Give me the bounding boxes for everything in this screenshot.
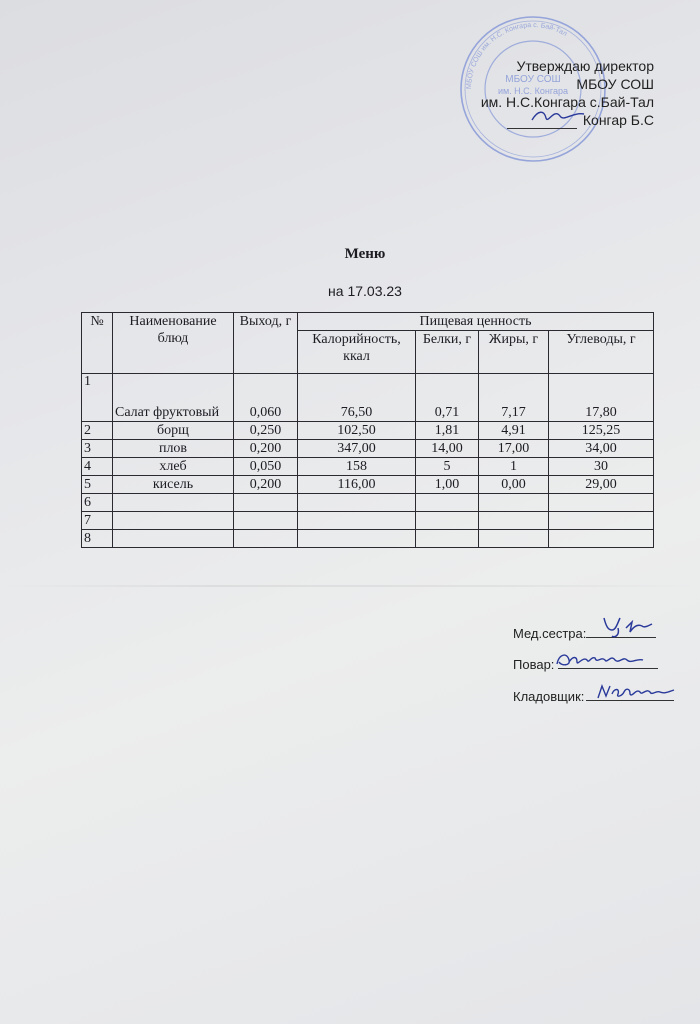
cell-name: борщ — [113, 422, 234, 440]
col-header-carbs: Углеводы, г — [549, 331, 654, 374]
nurse-signature — [598, 614, 654, 640]
cell-protein: 1,81 — [416, 422, 479, 440]
cell-carbs — [549, 512, 654, 530]
cell-protein: 1,00 — [416, 476, 479, 494]
table-row — [82, 440, 654, 458]
col-header-calories: Калорийность, ккал — [298, 331, 416, 374]
cell-yield — [234, 530, 298, 548]
col-header-name: Наименование блюд — [113, 313, 234, 374]
document-title: Меню — [344, 246, 386, 262]
cell-protein — [416, 512, 479, 530]
cell-fat — [479, 530, 549, 548]
nurse-label: Мед.сестра: — [513, 626, 587, 641]
cell-carbs — [549, 530, 654, 548]
director-name: Конгар Б.С — [582, 112, 654, 128]
cell-num: 6 — [82, 494, 113, 512]
cell-yield — [234, 494, 298, 512]
cell-num: 3 — [82, 440, 113, 458]
cook-signature — [553, 648, 653, 670]
approval-line-1: Утверждаю директор — [516, 58, 654, 74]
col-header-fat: Жиры, г — [479, 331, 549, 374]
cell-name — [113, 494, 234, 512]
paper-fold — [0, 585, 700, 587]
table-row — [82, 422, 654, 440]
table-row — [82, 458, 654, 476]
col-header-group: Пищевая ценность — [298, 313, 654, 331]
cell-kcal: 347,00 — [298, 440, 416, 458]
cell-num: 8 — [82, 530, 113, 548]
cell-kcal: 158 — [298, 458, 416, 476]
cell-protein — [416, 530, 479, 548]
storekeeper-signature — [594, 680, 676, 702]
cell-name: хлеб — [113, 458, 234, 476]
cell-protein — [416, 494, 479, 512]
storekeeper-label: Кладовщик: — [513, 689, 585, 704]
cell-kcal — [298, 494, 416, 512]
cell-carbs: 29,00 — [549, 476, 654, 494]
table-row — [82, 476, 654, 494]
cell-fat: 0,00 — [479, 476, 549, 494]
approval-line-3: им. Н.С.Конгара с.Бай-Тал — [480, 94, 654, 110]
cook-label: Повар: — [513, 657, 555, 672]
cell-name — [113, 530, 234, 548]
table-row — [82, 494, 654, 512]
cell-fat: 1 — [479, 458, 549, 476]
col-header-yield: Выход, г — [234, 313, 298, 374]
cell-yield: 0,250 — [234, 422, 298, 440]
cell-carbs: 17,80 — [549, 374, 654, 422]
cell-yield — [234, 512, 298, 530]
table-row — [82, 530, 654, 548]
cell-yield: 0,200 — [234, 476, 298, 494]
cell-carbs — [549, 494, 654, 512]
cell-name: кисель — [113, 476, 234, 494]
table-row — [82, 512, 654, 530]
cell-fat: 17,00 — [479, 440, 549, 458]
cell-name — [113, 512, 234, 530]
stamp-ring-text: МБОУ СОШ им. Н.С. Конгара с. Бай-Тал — [465, 21, 569, 90]
cell-fat: 4,91 — [479, 422, 549, 440]
cell-kcal: 116,00 — [298, 476, 416, 494]
cell-num: 1 — [82, 374, 113, 422]
table-row — [82, 374, 654, 422]
menu-table — [81, 312, 654, 548]
cell-protein: 0,71 — [416, 374, 479, 422]
cell-name: Салат фруктовый — [113, 374, 234, 422]
cell-kcal — [298, 512, 416, 530]
cell-num: 2 — [82, 422, 113, 440]
approval-line-2: МБОУ СОШ — [576, 76, 654, 92]
cell-kcal: 102,50 — [298, 422, 416, 440]
cell-carbs: 30 — [549, 458, 654, 476]
cell-fat — [479, 512, 549, 530]
cell-yield: 0,200 — [234, 440, 298, 458]
director-signature — [528, 104, 588, 128]
cell-protein: 5 — [416, 458, 479, 476]
cell-protein: 14,00 — [416, 440, 479, 458]
cell-fat — [479, 494, 549, 512]
cell-fat: 7,17 — [479, 374, 549, 422]
svg-text:МБОУ СОШ: МБОУ СОШ — [505, 74, 561, 85]
cell-kcal: 76,50 — [298, 374, 416, 422]
svg-text:им. Н.С. Конгара: им. Н.С. Конгара — [497, 86, 569, 96]
cell-yield: 0,060 — [234, 374, 298, 422]
col-header-protein: Белки, г — [416, 331, 479, 374]
cell-carbs: 34,00 — [549, 440, 654, 458]
cell-carbs: 125,25 — [549, 422, 654, 440]
cell-num: 5 — [82, 476, 113, 494]
col-header-num: № — [82, 313, 113, 374]
cell-num: 4 — [82, 458, 113, 476]
cell-num: 7 — [82, 512, 113, 530]
cell-kcal — [298, 530, 416, 548]
cell-name: плов — [113, 440, 234, 458]
document-date: на 17.03.23 — [328, 283, 402, 299]
cell-yield: 0,050 — [234, 458, 298, 476]
